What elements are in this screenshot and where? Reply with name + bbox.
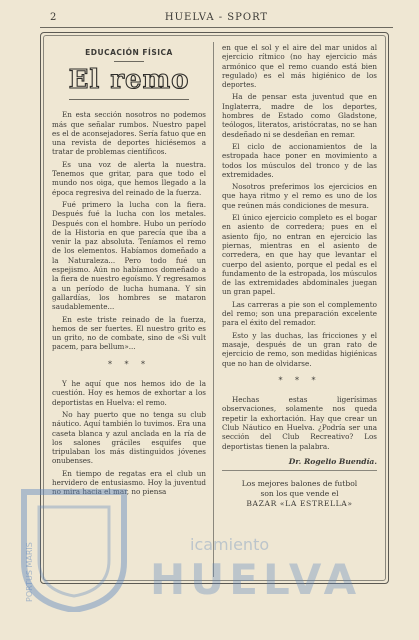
paragraph: Esto y las duchas, las fricciones y el masaje, después de un gran rato de ejercicio de remo, son medidas higiénicas que no han de olvidarse. <box>222 330 377 368</box>
advert-line: son los que vende el <box>260 489 339 499</box>
left-column <box>52 43 206 500</box>
advert-shop-name: BAZAR «LA ESTRELLA» <box>246 499 353 509</box>
running-title: HUELVA - SPORT <box>164 12 269 23</box>
paragraph: Hechas estas ligerísimas observaciones, solamente nos queda repetir la exhortación. Hay que crear un Club Náutico en Huelva. ¿Podría ser una sección del Club Recreativo? Los deportistas tienen la palabra. <box>222 395 377 451</box>
article-title: El remo <box>68 65 190 96</box>
advert <box>222 479 377 509</box>
watermark-seal-icon <box>14 482 134 612</box>
title-underline <box>69 99 189 100</box>
paragraph: El único ejercicio completo es el bogar en asiento de corredera; pues en el asiento fijo, no entran en ejercicio las piernas, mientras en el asiento de corredera, en que hay que levantar el cuerpo del asiento, porque el pedal es el fundamento de la estropada, los músculos de las extremidades abdominales juegan un gran papel. <box>222 213 377 297</box>
paragraph: Ha de pensar esta juventud que en Inglaterra, madre de los deportes, hombres de Estado como Gladstone, teólogos, literatos, aristócratas, no se han desdeñado ni se desdeñan en remar. <box>222 92 377 139</box>
section-rule <box>114 61 144 62</box>
section-stars: * * * <box>107 359 151 369</box>
right-column <box>222 43 377 509</box>
paragraph: Y he aquí que nos hemos ido de la cuestión. Hoy es hemos de exhortar a los deportistas en Huelva: el remo. <box>52 379 206 407</box>
section-label: EDUCACIÓN FÍSICA <box>85 48 173 57</box>
watermark-seal-text: PORTUS MARIS <box>25 542 34 602</box>
header-rule <box>40 27 393 28</box>
section-stars: * * * <box>278 375 321 385</box>
paragraph: Las carreras a pie son el complemento del remo; son una preparación excelente para el éxito del remador. <box>222 299 377 328</box>
paragraph: En este triste reinado de la fuerza, hemos de ser fuertes. El nuestro grito es un grito, no de combate, sino de «Si vult pacem, para bellum»... <box>52 314 206 352</box>
paragraph: Es una voz de alerta la nuestra. Tenemos que gritar, para que todo el mundo nos oiga, que hemos llegado a la época regresiva del reinado de la fuerza. <box>52 159 206 197</box>
column-divider <box>213 42 214 577</box>
paragraph: En esta sección nosotros no podemos más que señalar rumbos. Nuestro papel es el de aconsejadores. Sería fatuo que en una revista de deportes hiciésemos a tratar de problemas científicos. <box>52 110 207 157</box>
advert-line: Los mejores balones de futbol <box>241 479 358 489</box>
page-header <box>40 12 393 26</box>
signature-rule <box>222 470 377 471</box>
watermark-text: HUELVA <box>150 555 362 604</box>
paragraph: Fué primero la lucha con la fiera. Después fué la lucha con los metales. Después con el hombre. Hubo un período de la Historia en que parecía que iba a venir la paz absoluta. Teníamos el remo de los elementos. Habíamos domeñado a la Naturaleza... Pero todo fué un espejismo. Aún no habíamos domeñado a la fiera de nuestro egoísmo. Y regresamos a un período de lucha humana. Y sin gallardías, los hombres se mataron saudablemente... <box>52 199 206 312</box>
paragraph: En tiempo de regatas era el club un hervidero de entusiasmo. Hoy la juventud no mira hacia el mar, no piensa <box>52 468 206 497</box>
paragraph: No hay puerto que no tenga su club náutico. Aquí también lo tuvimos. Era una caseta blanca y azul anclada en la ría de los salones gráciles esquifes que tripulaban los más distinguidos jóvenes onubenses. <box>52 409 206 466</box>
author-signature: Dr. Rogelio Buendía. <box>288 456 377 466</box>
paragraph: El ciclo de accionamientos de la estropada hace poner en movimiento a todos los músculos del tronco y de las extremidades. <box>222 141 377 179</box>
paragraph: Nosotros preferimos los ejercicios en que haya ritmo y el remo es uno de los que reúnen más condiciones de mesura. <box>222 182 377 210</box>
watermark-subtext: icamiento <box>190 535 270 554</box>
page-number: 2 <box>50 12 57 23</box>
paragraph: en que el sol y el aire del mar unidos al ejercicio rítmico (no hay ejercicio más armónico que el remo cuando está bien regulado) es el más higiénico de los deportes. <box>222 43 377 90</box>
